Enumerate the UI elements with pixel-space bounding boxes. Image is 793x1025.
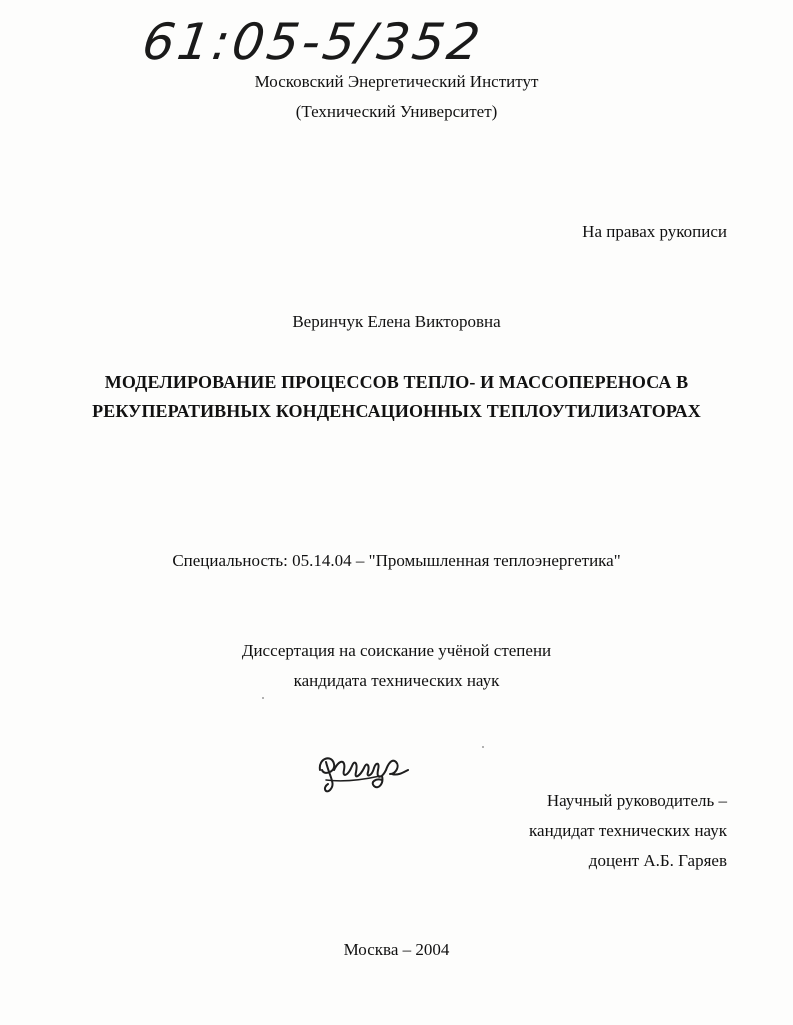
scan-speck xyxy=(262,697,264,699)
signature-image xyxy=(312,740,412,800)
manuscript-rights: На правах рукописи xyxy=(582,222,727,241)
supervisor-name: доцент А.Б. Гаряев xyxy=(588,851,727,870)
supervisor-role: Научный руководитель – xyxy=(546,791,727,810)
institution-name: Московский Энергетический Институт xyxy=(254,72,539,91)
dissertation-title-line2: РЕКУПЕРАТИВНЫХ КОНДЕНСАЦИОННЫХ ТЕПЛОУТИЛИЗАТОРАХ xyxy=(92,401,701,421)
specialty: Специальность: 05.14.04 – "Промышленная теплоэнергетика" xyxy=(172,551,621,570)
city-year: Москва – 2004 xyxy=(343,940,450,959)
scan-speck xyxy=(482,746,484,748)
institution-subtitle: (Технический Университет) xyxy=(295,102,498,121)
dissertation-title-line1: МОДЕЛИРОВАНИЕ ПРОЦЕССОВ ТЕПЛО- И МАССОПЕРЕНОСА В xyxy=(104,372,689,392)
archive-number-handwritten: 61:05-5/352 xyxy=(138,13,487,71)
dissertation-degree-line1: Диссертация на соискание учёной степени xyxy=(241,641,552,660)
supervisor-degree: кандидат технических наук xyxy=(529,821,727,840)
author-name: Веринчук Елена Викторовна xyxy=(292,312,501,331)
dissertation-degree-line2: кандидата технических наук xyxy=(293,671,500,690)
